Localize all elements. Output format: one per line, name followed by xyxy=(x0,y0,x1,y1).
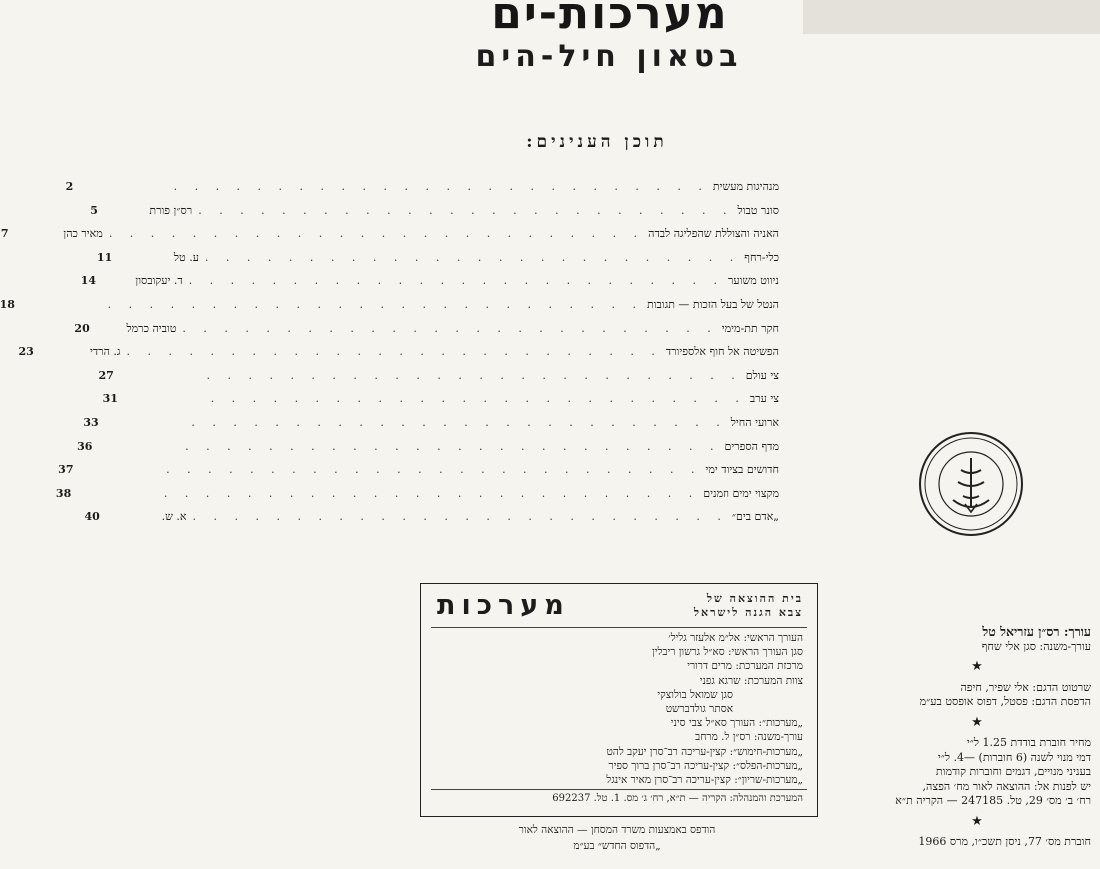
toc-entry-title: ארועי החיל xyxy=(730,415,779,429)
dot-leader: . . . . . . . . . . . . . . . . . . . . . . . . . . xyxy=(126,345,662,359)
dot-leader: . . . . . . . . . . . . . . . . . . . . . . . . . . xyxy=(163,486,700,500)
toc-entry xyxy=(65,180,779,204)
toc-entry-author: מאיר כהן xyxy=(63,227,103,241)
toc-entry-page: 7 xyxy=(0,227,9,241)
toc-entry-author: ד. יעקובסון xyxy=(135,274,183,288)
toc-entry xyxy=(74,321,779,346)
dot-leader: . . . . . . . . . . . . . . . . . . . . . . . . . . xyxy=(204,250,741,264)
toc-heading: תוכן הענינים: xyxy=(526,132,668,152)
toc-entry-page: 18 xyxy=(0,297,15,311)
toc-entry-page: 27 xyxy=(98,368,114,382)
toc-entry-page: 2 xyxy=(65,180,74,193)
printer-line: „הדפוס החדש״ בע״מ xyxy=(573,840,661,852)
magazine-title: מערכות-ים xyxy=(491,0,729,39)
staff-line: „מערכות״: העורך סא״ל צבי סיני xyxy=(670,717,803,730)
toc-entry-author: ע. טל xyxy=(173,250,199,264)
toc-entry-title: חקר תת-מימי xyxy=(721,321,779,335)
toc-entry-title: צי ערב xyxy=(749,392,779,406)
dot-leader: . . . . . . . . . . . . . . . . . . . . . . . . . . xyxy=(210,392,746,406)
toc-entry-page: 40 xyxy=(84,510,100,524)
dot-leader: . . . . . . . . . . . . . . . . . . . . . . . . . . xyxy=(191,415,727,429)
colophon xyxy=(863,625,1091,850)
toc-entry-author: טוביה כרמל xyxy=(126,321,177,335)
dot-leader: . . . . . . . . . . . . . . . . . . . . . . . . . . xyxy=(182,321,718,335)
toc-entry xyxy=(0,227,779,251)
publisher-name: מערכות xyxy=(437,590,570,621)
toc-entry-page: 11 xyxy=(96,250,113,264)
publisher-house-line: צבא הגנה לישראל xyxy=(693,606,803,619)
issue-line: חוברת מס׳ 77, ניסן תשכ״ו, מרס 1966 xyxy=(918,835,1091,848)
toc-entry-title: הפשיטה אל חוף אלספיורד xyxy=(665,345,779,359)
dot-leader: . . . . . . . . . . . . . . . . . . . . . . . . . . xyxy=(198,203,734,217)
toc-entry-author: רס״ן פורת xyxy=(149,203,193,217)
publisher-box xyxy=(420,583,818,817)
toc-entry-title: כלי-רחף xyxy=(744,250,779,264)
staff-line: מרכזת המערכת: מרים דרורי xyxy=(687,660,803,673)
deputy-editor-credit: עורך-משנה: סגן אלי שחף xyxy=(981,639,1091,653)
toc-entry xyxy=(84,510,779,534)
staff-line: „מערכות-הפלס״: קצין-עריכה רב־סרן ברוך ספיר xyxy=(608,759,803,772)
toc-entry-title: „אדם בים״ xyxy=(731,510,779,524)
dot-leader: . . . . . . . . . . . . . . . . . . . . . . . . . . xyxy=(166,463,702,477)
toc-entry xyxy=(0,297,779,322)
price-line: יש לפנות אל: ההוצאה לאור מח׳ הפצה, xyxy=(922,779,1091,793)
staff-list xyxy=(433,631,803,787)
printing-credit: הדפסת הדגם: פסטל, דפוס אופסט בע״מ xyxy=(919,695,1091,708)
toc-entry-page: 38 xyxy=(55,486,72,500)
navy-emblem-icon xyxy=(917,430,1025,538)
toc-entry-page: 33 xyxy=(83,415,99,429)
toc-entry-title: מקצוי ימים וזמנים xyxy=(703,486,779,500)
toc-entry-title: האניה והצוללת שהפליגה לבדה xyxy=(648,227,779,241)
price-line: מחיר חוברת בודדת 1.25 ל״י xyxy=(966,736,1091,749)
toc-entry-page: 14 xyxy=(80,274,96,288)
toc-entry-title: מנהיגות מעשית xyxy=(712,180,779,193)
dot-leader: . . . . . . . . . . . . . . . . . . . . . . . . . . xyxy=(107,297,643,311)
toc-entry xyxy=(83,415,779,440)
staff-line: העורך הראשי: אל״מ אלעזר גליל׳ xyxy=(668,632,803,644)
toc-entry-page: 20 xyxy=(74,321,90,335)
staff-line: אסתר גולדברשט xyxy=(665,703,733,716)
table-of-contents xyxy=(0,180,779,534)
toc-entry-page: 23 xyxy=(18,345,34,359)
toc-entry xyxy=(98,368,779,393)
toc-entry-title: ניווט משוער xyxy=(728,274,779,288)
toc-entry xyxy=(80,274,779,298)
toc-entry-title: סונר טבול xyxy=(737,203,779,217)
toc-entry xyxy=(90,203,779,228)
staff-line: צוות המערכת: שרגא גפני xyxy=(699,674,803,687)
printer-credit xyxy=(437,822,797,854)
publisher-address: המערכת והמנהלה: הקריה — ת״א, רח׳ ג׳ מס. 1. טל. 692237 xyxy=(552,793,803,804)
toc-entry-title: חדושים בציוד ימי xyxy=(705,463,779,477)
toc-entry-title: צי עולם xyxy=(745,368,779,382)
toc-entry xyxy=(58,463,779,487)
dot-leader: . . . . . . . . . . . . . . . . . . . . . . . . . . xyxy=(108,227,645,241)
toc-entry xyxy=(18,345,779,369)
toc-entry-page: 5 xyxy=(90,203,98,217)
editor-credit: עורך: רס״ן עזריאל טל xyxy=(982,624,1091,639)
staff-line: „מערכות-שריון״: קצין-עריכה רב־סרן מאיר אינגל xyxy=(606,774,803,787)
dot-leader: . . . . . . . . . . . . . . . . . . . . . . . . . . xyxy=(185,439,721,453)
toc-entry xyxy=(96,250,779,275)
toc-entry xyxy=(55,486,779,511)
dot-leader: . . . . . . . . . . . . . . . . . . . . . . . . . . xyxy=(188,274,725,288)
toc-entry-page: 36 xyxy=(77,439,93,453)
publisher-house xyxy=(633,592,803,620)
printer-line: הודפס באמצעות משרד המסחן — ההוצאה לאור xyxy=(518,824,716,836)
toc-entry xyxy=(102,392,779,416)
dot-leader: . . . . . . . . . . . . . . . . . . . . . . . . . . xyxy=(206,368,742,382)
staff-line: סגן העורך הראשי: סא״ל גרשון ריבלין xyxy=(652,646,803,659)
price-line: בעניני מנויים, דגמים וחוברות קודמות xyxy=(935,765,1091,778)
staff-line: עורך-משנה: רס״ן ל. מרחב xyxy=(695,731,803,744)
publisher-house-line: בית ההוצאה של xyxy=(706,592,803,605)
design-credit: שרטוט הדגם: אלי שפיר, חיפה xyxy=(960,680,1091,694)
toc-entry-author: א. ש. xyxy=(161,510,187,524)
star-icon: ★ xyxy=(971,714,983,730)
star-icon: ★ xyxy=(971,813,983,829)
dot-leader: . . . . . . . . . . . . . . . . . . . . . . . . . . xyxy=(192,510,728,524)
staff-line: סגן שמואל בולוצקי xyxy=(657,688,733,701)
price-line: רח׳ ב׳ מס׳ 29, טל. 247185 — הקריה ת״א xyxy=(895,794,1091,807)
divider xyxy=(431,627,807,628)
toc-entry-page: 31 xyxy=(102,392,118,406)
toc-entry-author: ג. הרדי xyxy=(89,345,121,359)
header-shade xyxy=(803,0,1100,34)
dot-leader: . . . . . . . . . . . . . . . . . . . . . . . . . . xyxy=(173,180,709,193)
staff-line: „מערכות-חימוש״: קצין-עריכה רב־סרן יעקב להט xyxy=(606,745,803,758)
toc-entry-page: 37 xyxy=(58,463,74,477)
magazine-subtitle: בטאון חיל-הים xyxy=(475,39,743,74)
divider xyxy=(431,789,807,790)
toc-entry-title: מדף הספרים xyxy=(724,439,779,453)
toc-entry xyxy=(77,439,779,464)
star-icon: ★ xyxy=(971,659,983,674)
toc-entry-title: הנטל של בעל הזכות — תגובות xyxy=(646,297,779,311)
price-line: דמי מנוי לשנה (6 חוברות) —4. ל״י xyxy=(937,750,1091,764)
